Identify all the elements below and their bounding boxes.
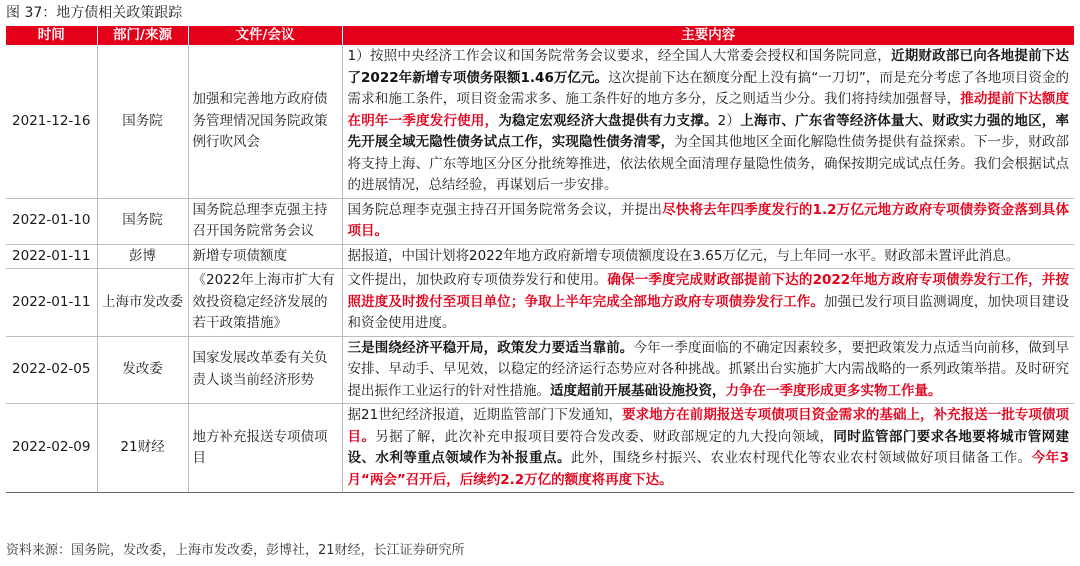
content-cell xyxy=(342,45,1074,198)
table-row xyxy=(6,198,1074,244)
content-cell xyxy=(342,269,1074,337)
dept-cell: 彭博 xyxy=(97,244,188,269)
content-cell xyxy=(342,244,1074,269)
column-header-doc: 文件/会议 xyxy=(188,26,342,45)
date-cell: 2022-01-11 xyxy=(6,244,97,269)
bold-text: 三是围绕经济平稳开局，政策发力要适当靠前。 xyxy=(347,339,634,356)
date-cell: 2022-02-09 xyxy=(6,404,97,493)
highlight-red-text: 确保一季度完成财政部提前下达的2022年地方政府专项债券发行工作，并按照进度及时拨付至项目单位；争取上半年完成全部地方政府专项债券发行工作。 xyxy=(347,272,1069,310)
column-header-content: 主要内容 xyxy=(342,26,1074,45)
highlight-red-text: 要求地方在前期报送专项债项目资金需求的基础上，补充报送一批专项债项目。 xyxy=(347,407,1070,445)
body-text: 加强已发行项目监测调度，加快项目建设和资金使用进度。 xyxy=(347,293,1070,331)
dept-cell: 国务院 xyxy=(97,45,188,198)
dept-cell: 国务院 xyxy=(97,198,188,244)
column-header-dept: 部门/来源 xyxy=(97,26,188,45)
body-text: 据21世纪经济报道，近期监管部门下发通知， xyxy=(347,407,623,423)
content-cell xyxy=(342,198,1074,244)
dept-cell: 发改委 xyxy=(97,336,188,404)
table-header-row xyxy=(6,26,1074,45)
table-row xyxy=(6,244,1074,269)
content-cell xyxy=(342,404,1074,493)
body-text: 为全国其他地区全面化解隐性债务提供有益探索。下一步，财政部将支持上海、广东等地区分区分批统筹推进，依法依规全面清理存量隐性债务，确保按期完成试点任务。我们会根据试点的进展情况，总结经验，再谋划后一步安排。 xyxy=(347,134,1070,193)
date-cell: 2022-01-11 xyxy=(6,269,97,337)
table-row xyxy=(6,404,1074,493)
doc-cell: 新增专项债额度 xyxy=(188,244,342,269)
date-cell: 2022-02-05 xyxy=(6,336,97,404)
dept-cell: 上海市发改委 xyxy=(97,269,188,337)
source-note: 资料来源：国务院，发改委，上海市发改委，彭博社，21财经，长江证券研究所 xyxy=(6,543,465,558)
body-text: 另据了解，此次补充申报项目要符合发改委、财政部规定的九大投向领域， xyxy=(375,428,834,445)
bold-text: 适度超前开展基础设施投资， xyxy=(550,382,726,399)
doc-cell: 国务院总理李克强主持召开国务院常务会议 xyxy=(188,198,342,244)
body-text: 今年一季度面临的不确定因素较多，要把政策发力点适当向前移，做到早安排、早动手、早见效，以稳定的经济运行态势应对各种挑战。抓紧出台实施扩大内需战略的一系列政策举措。及时研究提出振作工业运行的针对性措施。 xyxy=(347,339,1070,399)
bold-text: 为稳定宏观经济大盘提供有力支撑。 xyxy=(498,112,718,129)
doc-cell: 《2022年上海市扩大有效投资稳定经济发展的若干政策措施》 xyxy=(188,269,342,337)
highlight-red-text: 今年3月“两会”召开后，后续约2.2万亿的额度将再度下达。 xyxy=(347,450,1069,488)
table-row xyxy=(6,269,1074,337)
table-row xyxy=(6,45,1074,198)
bold-text: 同时监管部门要求各地要将城市管网建设、水利等重点领域作为补报重点。 xyxy=(347,428,1070,466)
bold-text: 上海市、广东省等经济体量大、财政实力强的地区，率先开展全域无隐性债务试点工作，实现隐性债务清零， xyxy=(347,112,1070,150)
content-cell xyxy=(342,336,1074,404)
dept-cell: 21财经 xyxy=(97,404,188,493)
column-header-date: 时间 xyxy=(6,26,97,45)
bold-text: 近期财政部已向各地提前下达了2022年新增专项债务限额1.46万亿元。 xyxy=(347,48,1070,86)
body-text: 2） xyxy=(717,112,741,129)
date-cell: 2021-12-16 xyxy=(6,45,97,198)
body-text: 此外，围绕乡村振兴、农业农村现代化等农业农村领域做好项目储备工作。 xyxy=(570,450,1032,466)
date-cell: 2022-01-10 xyxy=(6,198,97,244)
table-row xyxy=(6,336,1074,404)
highlight-red-text: 推动提前下达额度在明年一季度发行使用， xyxy=(347,91,1070,129)
body-text: 这次提前下达在额度分配上没有搞“一刀切”，而是充分考虑了各地项目资金的需求和施工条件，项目资金需求多、施工条件好的地方多分，反之则适当少分。我们将持续加强督导， xyxy=(347,69,1069,107)
highlight-red-text: 力争在一季度形成更多实物工作量。 xyxy=(725,382,942,399)
table-body xyxy=(6,45,1074,493)
doc-cell: 国家发展改革委有关负责人谈当前经济形势 xyxy=(188,336,342,404)
highlight-red-text: 尽快将去年四季度发行的1.2万亿元地方政府专项债券资金落到具体项目。 xyxy=(347,201,1069,239)
body-text: 1）按照中央经济工作会议和国务院常务会议要求，经全国人大常委会授权和国务院同意， xyxy=(347,48,891,64)
doc-cell: 加强和完善地方政府债务管理情况国务院政策例行吹风会 xyxy=(188,45,342,198)
body-text: 国务院总理李克强主持召开国务院常务会议，并提出 xyxy=(347,201,663,218)
figure-title: 图 37：地方债相关政策跟踪 xyxy=(6,5,183,21)
doc-cell: 地方补充报送专项债项目 xyxy=(188,404,342,493)
policy-table xyxy=(6,26,1074,493)
body-text: 文件提出，加快政府专项债券发行和使用。 xyxy=(347,272,608,288)
body-text: 据报道，中国计划将2022年地方政府新增专项债额度设在3.65万亿元，与上年同一水平。财政部未置评此消息。 xyxy=(347,247,1020,264)
